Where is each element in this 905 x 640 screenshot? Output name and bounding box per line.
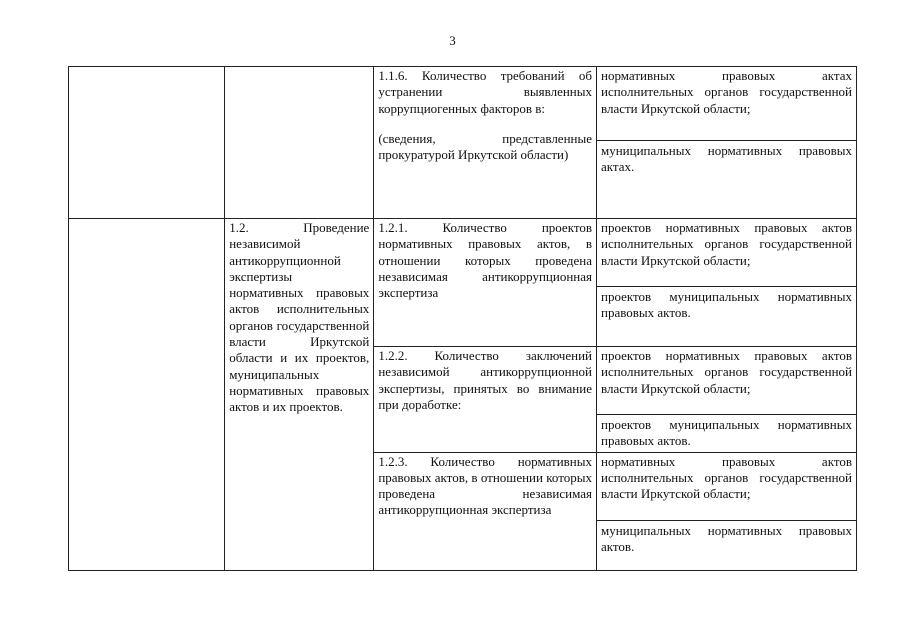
indicator-cell	[374, 67, 597, 219]
table-row-1-2-1	[69, 219, 857, 347]
measures-table	[68, 66, 857, 571]
indicator-cell: 1.2.2. Количество заключений независимой антикоррупционной экспертизы, принятых во внимание при доработке:	[374, 347, 597, 453]
blank-cell	[225, 67, 374, 219]
act-type-cell	[597, 67, 857, 219]
act-type-regional: проектов нормативных правовых актов исполнительных органов государственной власти Иркутской области;	[597, 220, 856, 287]
indicator-cell: 1.2.3. Количество нормативных правовых актов, в отношении которых проведена независимая антикоррупционная экспертиза	[374, 452, 597, 570]
page-number: 3	[449, 33, 456, 48]
indicator-source-text: (сведения, представленные прокуратурой Иркутской области)	[378, 130, 592, 163]
blank-cell	[69, 219, 225, 571]
act-type-regional: проектов нормативных правовых актов исполнительных органов государственной власти Иркутской области;	[597, 348, 856, 415]
indicator-cell: 1.2.1. Количество проектов нормативных правовых актов, в отношении которых проведена независимая антикоррупционная экспертиза	[374, 219, 597, 347]
act-type-regional: нормативных правовых актов исполнительных органов государственной власти Иркутской области;	[597, 454, 856, 521]
task-cell: 1.2. Проведение независимой антикоррупционной экспертизы нормативных правовых актов исполнительных органов государственной власти Иркутской области и их проектов, муниципальных нормативных правовых актов и их проектов.	[225, 219, 374, 571]
act-type-municipal: муниципальных нормативных правовых актах.	[601, 143, 852, 175]
act-type-municipal: проектов муниципальных нормативных правовых актов.	[601, 289, 852, 321]
act-type-municipal: проектов муниципальных нормативных правовых актов.	[601, 417, 852, 449]
act-type-cell	[597, 452, 857, 570]
act-type-cell	[597, 347, 857, 453]
act-type-cell	[597, 219, 857, 347]
table-row-1-1-6	[69, 67, 857, 219]
indicator-text: 1.1.6. Количество требований об устранении выявленных коррупциогенных факторов в:	[378, 68, 592, 116]
act-type-regional: нормативных правовых актах исполнительных органов государственной власти Иркутской области;	[597, 68, 856, 141]
blank-cell	[69, 67, 225, 219]
act-type-municipal: муниципальных нормативных правовых актов.	[601, 522, 852, 554]
